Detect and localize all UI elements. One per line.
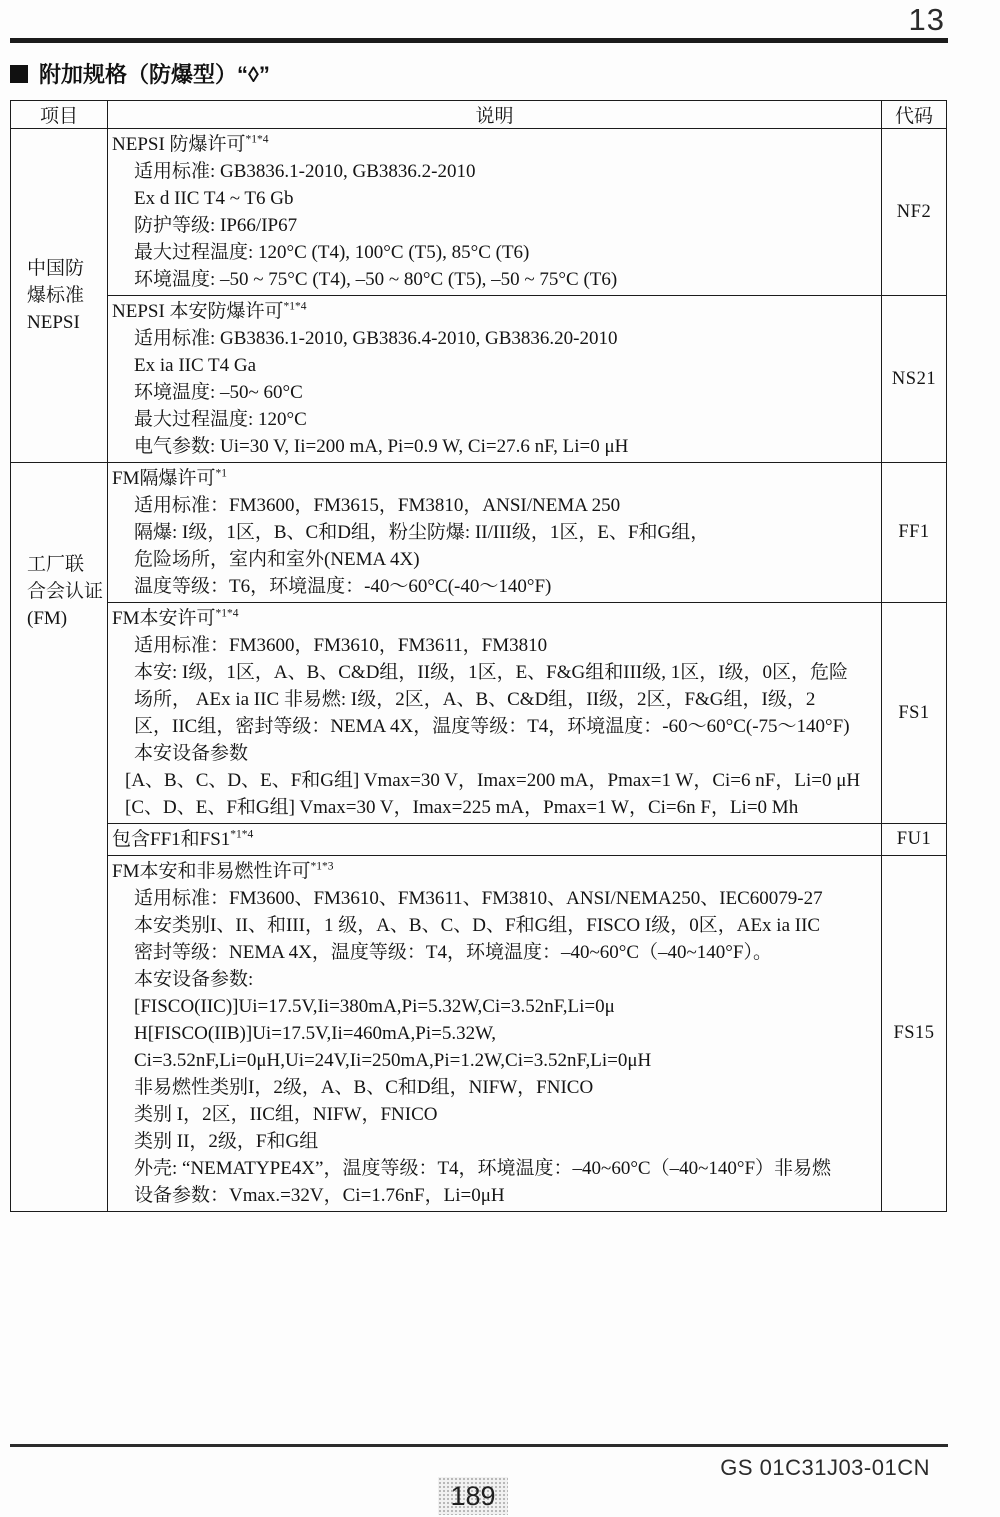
footnote-marker: *1*3 <box>310 860 334 873</box>
code-cell: FF1 <box>882 463 947 603</box>
spec-line: NEPSI 本安防爆许可$^{*1*4}$ <box>112 300 307 322</box>
spec-line: 适用标准：FM3600、FM3610、FM3611、FM3810、ANSI/NEMA250、IEC60079-27 <box>134 888 823 909</box>
spec-line: FM本安许可$^{*1*4}$ <box>112 607 239 629</box>
spec-line: 设备参数：Vmax.=32V，Ci=1.76nF，Li=0μH <box>134 1185 505 1206</box>
spec-line: 危险场所，室内和室外(NEMA 4X) <box>134 549 420 570</box>
spec-line: 适用标准: GB3836.1-2010, GB3836.2-2010 <box>134 161 476 182</box>
item-label-line: (FM) <box>27 608 68 629</box>
item-label-line: 中国防 <box>27 258 85 279</box>
footnote-marker: *1*4 <box>230 828 254 841</box>
spec-line: 外壳: “NEMATYPE4X”，温度等级：T4，环境温度：–40~60°C（–40~140°F）非易燃 <box>134 1158 832 1179</box>
table-row <box>11 463 947 603</box>
table-row <box>11 824 947 856</box>
item-cell <box>11 463 108 1212</box>
column-header-description: 说明 <box>108 101 882 129</box>
spec-line: 最大过程温度: 120°C <box>134 409 307 430</box>
code-cell: FU1 <box>882 824 947 856</box>
footnote-marker: *1 <box>215 467 227 480</box>
spec-line: 环境温度: –50~ 60°C <box>134 382 303 403</box>
description-cell <box>108 129 882 296</box>
spec-line: 温度等级：T6，环境温度：-40～60°C(-40～140°F) <box>134 576 552 597</box>
table-row <box>11 856 947 1212</box>
table-row <box>11 296 947 463</box>
spec-line: Ex ia IIC T4 Ga <box>134 355 257 376</box>
spec-line: Ci=3.52nF,Li=0μH,Ui=24V,Ii=250mA,Pi=1.2W,Ci=3.52nF,Li=0μH <box>134 1050 652 1071</box>
spec-line: 防护等级: IP66/IP67 <box>134 215 298 236</box>
spec-line: 场所， AEx ia IIC 非易燃: I级，2区，A、B、C&D组，II级，2区，F&G组，I级，2 <box>134 689 816 710</box>
section-title-text: 附加规格（防爆型）“◊” <box>39 62 270 87</box>
item-label-line: 合会认证 <box>27 581 104 602</box>
item-label-line: NEPSI <box>27 312 80 333</box>
spec-line: 适用标准：FM3600，FM3615，FM3810，ANSI/NEMA 250 <box>134 495 621 516</box>
item-cell <box>11 129 108 463</box>
spec-line: 环境温度: –50 ~ 75°C (T4), –50 ~ 80°C (T5), –50 ~ 75°C (T6) <box>134 269 618 290</box>
spec-line: 非易燃性类别I，2级，A、B、C和D组，NIFW，FNICO <box>134 1077 594 1098</box>
spec-line: [C、D、E、F和G组] Vmax=30 V，Imax=225 mA，Pmax=1 W，Ci=6n F，Li=0 Mh <box>125 797 799 818</box>
spec-line: 适用标准: GB3836.1-2010, GB3836.4-2010, GB3836.20-2010 <box>134 328 618 349</box>
section-title <box>10 58 270 89</box>
spec-line: 类别 I，2区，IIC组，NIFW，FNICO <box>134 1104 438 1125</box>
description-cell <box>108 856 882 1212</box>
spec-line: 本安: I级，1区，A、B、C&D组，II级，1区，E、F&G组和III级, 1区，I级，0区，危险 <box>134 662 849 683</box>
spec-line: 适用标准：FM3600，FM3610，FM3611，FM3810 <box>134 635 548 656</box>
spec-line: [A、B、C、D、E、F和G组] Vmax=30 V，Imax=200 mA，Pmax=1 W，Ci=6 nF，Li=0 μH <box>125 770 861 791</box>
spec-line: H[FISCO(IIB)]Ui=17.5V,Ii=460mA,Pi=5.32W, <box>134 1023 497 1044</box>
footnote-marker: *1*4 <box>283 300 307 313</box>
spec-line: 类别 II，2级，F和G组 <box>134 1131 319 1152</box>
spec-line: 包含FF1和$FS1^{*1*4}$ <box>112 828 254 850</box>
item-label-line: 爆标准 <box>27 285 85 306</box>
spec-line: 最大过程温度: 120°C (T4), 100°C (T5), 85°C (T6) <box>134 242 530 263</box>
footnote-marker: *1*4 <box>245 133 269 146</box>
column-header-item: 项目 <box>11 101 108 129</box>
page-number-top: 13 <box>908 2 945 37</box>
document-number: GS 01C31J03-01CN <box>720 1455 930 1480</box>
code-cell: FS1 <box>882 603 947 824</box>
spec-line: NEPSI 防爆许可$^{*1*4}$ <box>112 133 269 155</box>
item-label-line: 工厂联 <box>27 554 85 575</box>
spec-table <box>10 100 947 1212</box>
description-cell <box>108 824 882 856</box>
spec-line: 电气参数: Ui=30 V, Ii=200 mA, Pi=0.9 W, Ci=27.6 nF, Li=0 μH <box>134 436 629 457</box>
spec-line: 隔爆: I级，1区，B、C和D组，粉尘防爆: II/III级，1区，E、F和G组， <box>134 522 710 543</box>
description-cell <box>108 463 882 603</box>
footer-rule <box>10 1444 948 1447</box>
spec-line: 密封等级：NEMA 4X，温度等级：T4，环境温度：–40~60°C（–40~140°F）。 <box>134 942 772 963</box>
table-row <box>11 603 947 824</box>
spec-line: 本安类别I、II、和III，1 级，A、B、C、D、F和G组，FISCO I级，0区，AEx ia IIC <box>134 915 821 936</box>
section-marker-icon <box>10 65 28 83</box>
description-cell <box>108 603 882 824</box>
spec-line: Ex d IIC T4 ~ T6 Gb <box>134 188 294 209</box>
header-rule <box>10 38 948 43</box>
code-cell: NF2 <box>882 129 947 296</box>
code-cell: FS15 <box>882 856 947 1212</box>
footnote-marker: *1*4 <box>215 607 239 620</box>
spec-table-body <box>11 129 947 1212</box>
spec-line: 本安设备参数 <box>134 743 249 764</box>
spec-line: 本安设备参数: <box>134 969 254 990</box>
spec-line: [FISCO(IIC)]Ui=17.5V,Ii=380mA,Pi=5.32W,Ci=3.52nF,Li=0μ <box>134 996 615 1017</box>
spec-line: FM本安和非易燃性许可$^{*1*3}$ <box>112 860 334 882</box>
column-header-code: 代码 <box>882 101 947 129</box>
description-cell <box>108 296 882 463</box>
footer-page-number: 189 <box>438 1477 508 1515</box>
spec-line: FM隔爆许可$^{*1}$ <box>112 467 227 489</box>
table-header-row <box>11 101 947 129</box>
table-row <box>11 129 947 296</box>
code-cell: NS21 <box>882 296 947 463</box>
spec-line: 区，IIC组，密封等级：NEMA 4X，温度等级：T4，环境温度：-60～60°C(-75～140°F) <box>134 716 850 737</box>
